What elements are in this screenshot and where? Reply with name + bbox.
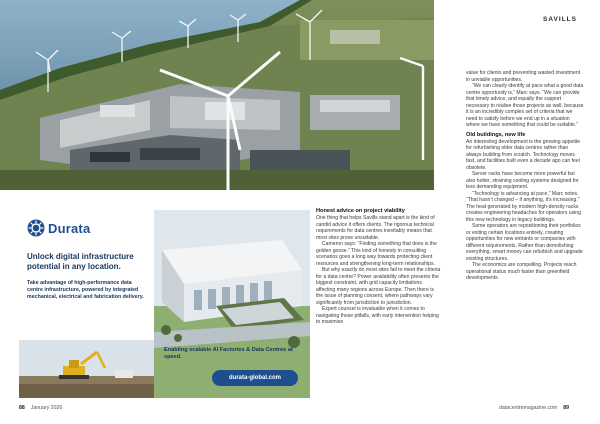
paragraph: Expert counsel is invaluable when it comes to navigating those pitfalls, with early intervention helping to maximise — [316, 306, 439, 325]
paragraph: “We can clearly identify at pace what a good data centre opportunity is,” Marc says. “We can provide that timely advice, and equally the support necessary to realise those projects as well, because it is an incredibly complex set of criteria that we need to satisfy before we end up in a situation where we have something that could be suitable.” — [466, 83, 584, 128]
issue-date: January 2026 — [30, 405, 63, 411]
ad-body-text: Take advantage of high-performance data centre infrastructure, powered by integrated mechanical, electrical and fabrication delivery. — [27, 280, 144, 300]
footer-left — [19, 405, 62, 411]
paragraph: An interesting development is the growing appetite for refurbishing older data centres rather than always building from scratch. Technology moves fast, and facilities built even a decade ago can feel obsolete. — [466, 138, 581, 171]
paragraph: The economics are compelling. Projects reach operational status much faster than greenfield developments. — [466, 262, 577, 281]
paragraph: But why exactly do most sites fail to meet the criteria for a data centre? Power availability often presents the biggest constraint, with grid capacity limitations affecting many regions across Europe. Then there is the issue of planning consent, where pathways vary significantly from jurisdiction to jurisdiction. — [316, 267, 441, 306]
paragraph: “Technology is advancing at pace,” Marc notes. “That hasn’t changed – if anything, it’s increasing.” The heat generated by modern high-density racks creates engineering headaches for operators using this new technology in legacy buildings. — [466, 190, 581, 223]
aerial-illustration — [0, 0, 434, 190]
ad-headline: Unlock digital infrastructure potential in any location. — [27, 252, 134, 271]
article-right-column — [466, 70, 584, 282]
section-heading: Old buildings, new life — [466, 131, 526, 138]
paragraph: Server racks have become more powerful but also hotter, straining cooling systems designed for less demanding equipment. — [466, 171, 579, 190]
ad-logo-text: Durata — [48, 220, 91, 236]
durata-logo-icon — [27, 219, 45, 237]
footer-right — [499, 405, 569, 411]
ad-logo — [27, 219, 90, 237]
paragraph: value for clients and preventing wasted investment in unviable opportunities. — [466, 70, 581, 83]
ad-website-button[interactable]: durata-global.com — [212, 370, 298, 386]
section-heading: Honest advice on project viability — [316, 208, 405, 214]
paragraph: One thing that helps Savills stand apart is the kind of candid advice it offers clients. The rigorous technical requirements for data centres inevitably means that most sites prove unsuitable. — [316, 215, 435, 241]
brand-label: SAVILLS — [543, 16, 577, 23]
paragraph: Cameron says: “Finding something that does is the golden goose.” This kind of honesty in consulting scenarios goes a long way towards protecting client resources and strengthening long-term relationships. — [316, 241, 437, 267]
paragraph: Some operators are repositioning their portfolios or exiting certain locations entirely, creating opportunities for new entrants or companies with different requirements. Rather than demolishing everything, smart money can refurbish and upgrade existing structures. — [466, 223, 583, 262]
page-number-left: 88 — [19, 405, 25, 411]
site-url[interactable]: datacentremagazine.com — [499, 405, 558, 411]
ad-tagline: Enabling scalable AI Factories & Data Centres at speed. — [164, 347, 293, 361]
durata-advert[interactable] — [19, 210, 310, 398]
ad-construction-photo — [19, 340, 154, 398]
article-mid-column — [316, 208, 441, 326]
hero-aerial-photo — [0, 0, 434, 190]
page-number-right: 89 — [563, 405, 570, 411]
